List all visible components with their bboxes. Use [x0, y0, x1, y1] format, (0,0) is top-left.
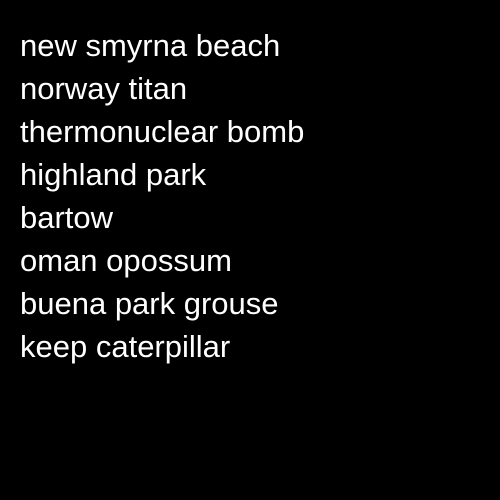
text-list: [20, 24, 304, 368]
text-line-7: buena park grouse: [20, 286, 279, 321]
text-line-8: keep caterpillar: [20, 329, 231, 364]
text-line-2: norway titan: [20, 71, 188, 106]
text-line-6: oman opossum: [20, 243, 232, 278]
text-line-5: bartow: [20, 200, 114, 235]
text-line-4: highland park: [20, 157, 207, 192]
text-line-3: thermonuclear bomb: [20, 114, 305, 149]
text-line-1: new smyrna beach: [20, 28, 281, 63]
